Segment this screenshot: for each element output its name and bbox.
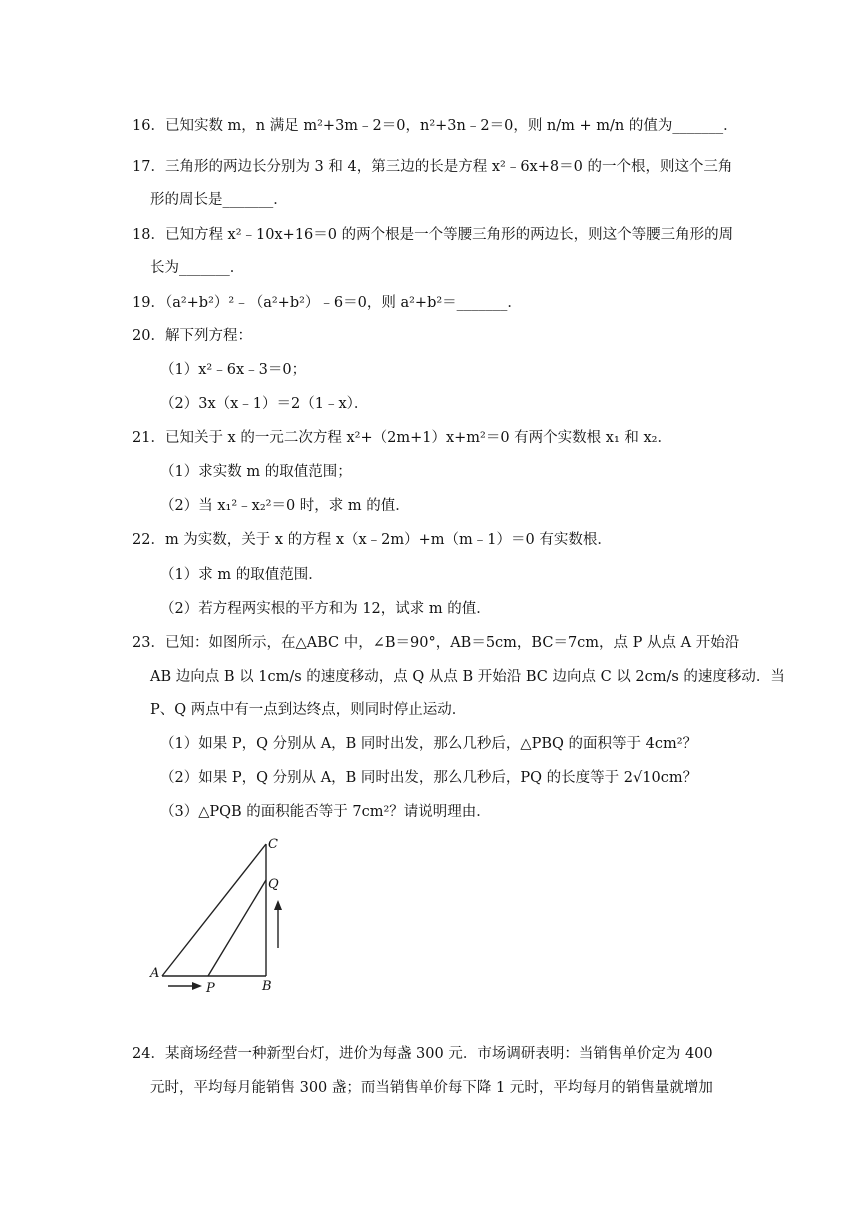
question-22-part-1: （1）求 m 的取值范围． (160, 567, 323, 583)
question-23-line-1: 23．已知：如图所示，在△ABC 中，∠B＝90°，AB＝5cm，BC＝7cm，点 P 从点 A 开始沿 (132, 635, 740, 651)
question-23-part-2: （2）如果 P，Q 分别从 A，B 同时出发，那么几秒后，PQ 的长度等于 2√10cm？ (160, 770, 698, 786)
question-20-line-1: 20．解下列方程： (132, 328, 252, 344)
question-19-line-1: 19．（a²+b²）²﹣（a²+b²）﹣6＝0，则 a²+b²＝_______． (132, 295, 522, 311)
question-17-line-2: 形的周长是_______． (150, 192, 288, 208)
question-23-part-3: （3）△PQB 的面积能否等于 7cm²？请说明理由． (160, 804, 491, 820)
question-18-line-1: 18．已知方程 x²﹣10x+16＝0 的两个根是一个等腰三角形的两边长，则这个等腰三角形的周 (132, 227, 734, 243)
question-20-part-2: （2）3x（x﹣1）＝2（1﹣x）． (160, 396, 369, 412)
vertex-label-c: C (268, 837, 278, 852)
question-24-line-2: 元时，平均每月能销售 300 盏；而当销售单价每下降 1 元时，平均每月的销售量就增加 (150, 1080, 713, 1096)
point-label-p: P (206, 981, 215, 996)
point-label-q: Q (268, 877, 279, 892)
question-23-part-1: （1）如果 P，Q 分别从 A，B 同时出发，那么几秒后，△PBQ 的面积等于 4cm²？ (160, 736, 698, 752)
question-24-line-1: 24．某商场经营一种新型台灯，进价为每盏 300 元．市场调研表明：当销售单价定为 400 (132, 1046, 713, 1062)
question-23-line-2: AB 边向点 B 以 1cm/s 的速度移动，点 Q 从点 B 开始沿 BC 边向点 C 以 2cm/s 的速度移动．当 (150, 669, 785, 685)
question-22-part-2: （2）若方程两实根的平方和为 12，试求 m 的值． (160, 601, 491, 617)
vertex-label-b: B (262, 979, 272, 994)
question-21-line-1: 21．已知关于 x 的一元二次方程 x²+（2m+1）x+m²＝0 有两个实数根 x₁ 和 x₂． (132, 430, 672, 446)
triangle-diagram (140, 830, 310, 1000)
vertex-label-a: A (150, 966, 160, 981)
question-23-line-3: P、Q 两点中有一点到达终点，则同时停止运动． (150, 702, 467, 718)
question-21-part-1: （1）求实数 m 的取值范围； (160, 464, 352, 480)
question-21-part-2: （2）当 x₁²﹣x₂²＝0 时，求 m 的值． (160, 498, 410, 514)
question-22-line-1: 22．m 为实数，关于 x 的方程 x（x﹣2m）+m（m﹣1）＝0 有实数根． (132, 532, 612, 548)
question-17-line-1: 17．三角形的两边长分别为 3 和 4，第三边的长是方程 x²﹣6x+8＝0 的一个根，则这个三角 (132, 159, 733, 175)
question-20-part-1: （1）x²﹣6x﹣3＝0； (160, 362, 307, 378)
question-18-line-2: 长为_______． (150, 260, 245, 276)
question-16-line-1: 16．已知实数 m，n 满足 m²+3m﹣2＝0，n²+3n﹣2＝0，则 n/m + m/n 的值为_______． (132, 118, 738, 134)
